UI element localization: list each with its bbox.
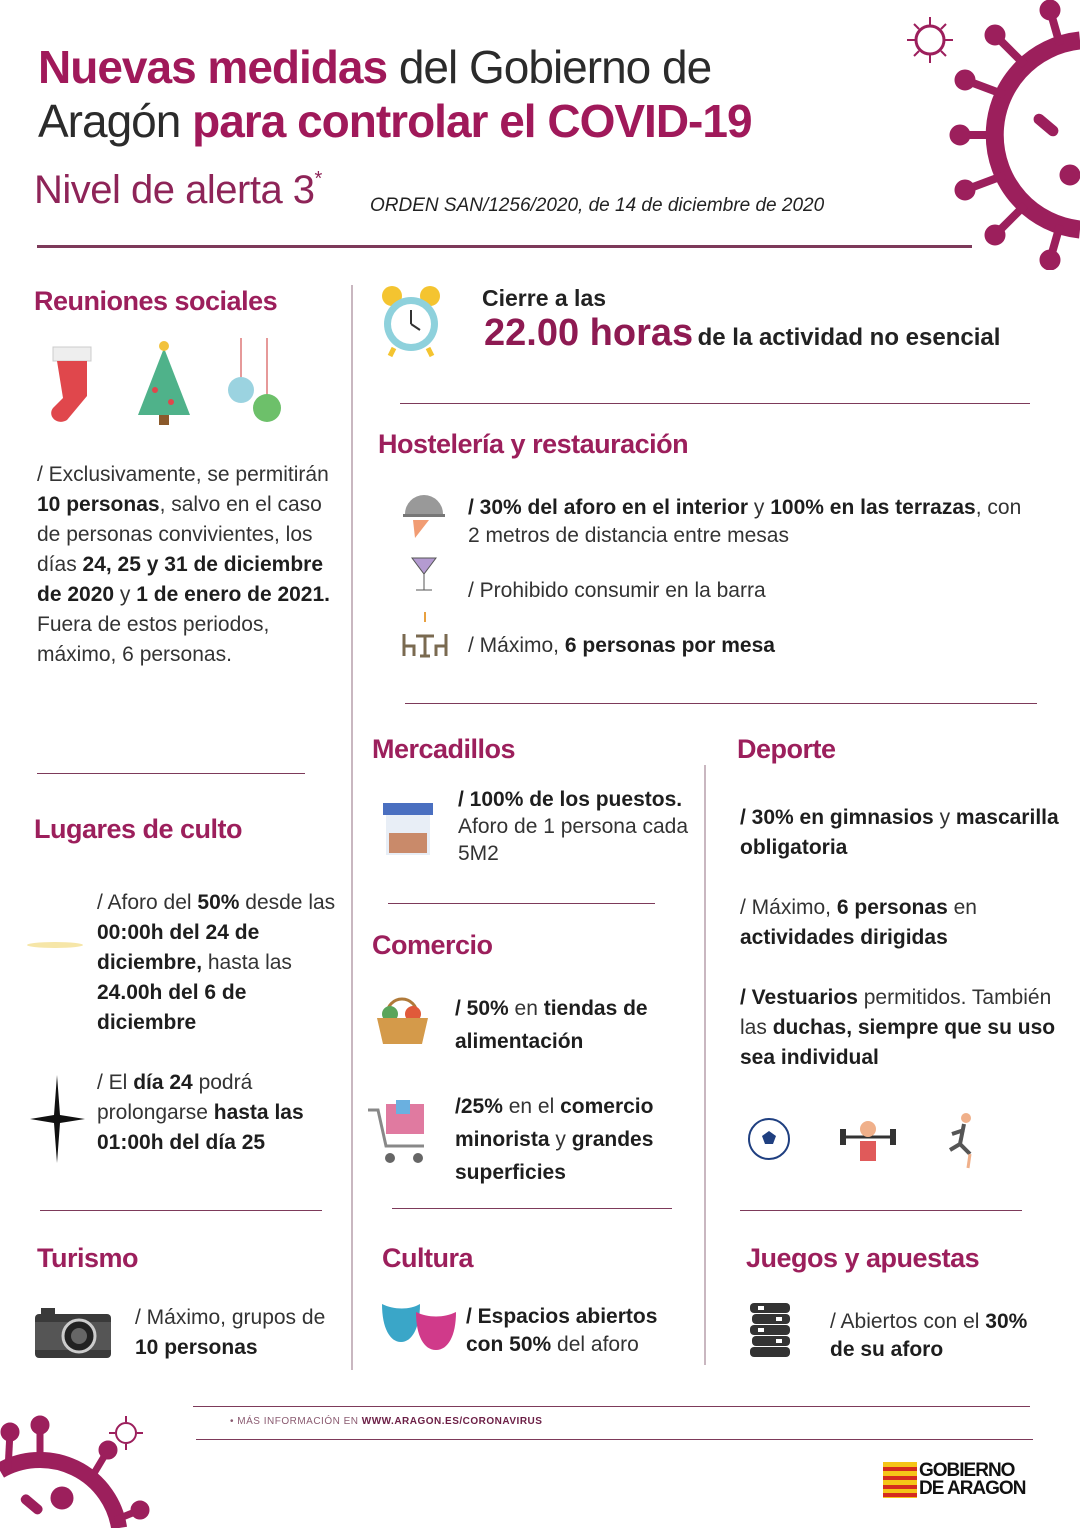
- bold-text-run: 10 personas: [37, 493, 160, 516]
- title-line-2: [38, 94, 938, 148]
- text-run: Aragón: [38, 95, 193, 147]
- light-glow-icon: [25, 925, 85, 965]
- runner-icon: [942, 1112, 982, 1170]
- divider: [740, 1210, 1022, 1211]
- text-run: / Prohibido consumir en la barra: [468, 579, 766, 602]
- bold-text-run: WWW.ARAGON.ES/CORONAVIRUS: [361, 1416, 543, 1427]
- text-run: / El: [97, 1071, 134, 1094]
- logo-line-1: GOBIERNO: [919, 1460, 1015, 1481]
- deporte-item-1: [740, 803, 1060, 863]
- bold-text-run: / 30% en gimnasios: [740, 806, 934, 829]
- bold-text-run: grandes superficies: [455, 1128, 654, 1184]
- text-run: en: [508, 997, 544, 1020]
- text-run: y: [549, 1128, 572, 1151]
- bold-text-run: 50%: [197, 891, 240, 914]
- bold-text-run: 6 personas por mesa: [564, 634, 775, 657]
- reuniones-text: [37, 460, 332, 670]
- bold-text-run: duchas, siempre que su uso sea individual: [740, 1016, 1056, 1069]
- text-run: / Aforo del: [97, 891, 198, 914]
- turismo-text: [135, 1303, 335, 1363]
- bold-text-run: hasta las 01:00h del día 25: [97, 1101, 304, 1154]
- small-virus-icon-bottom: [108, 1415, 144, 1451]
- alert-level: [34, 168, 322, 213]
- header-divider: [37, 245, 972, 248]
- section-heading-cultura: Cultura: [382, 1243, 473, 1273]
- theater-masks-icon: [380, 1300, 458, 1355]
- bold-text-run: / Vestuarios: [740, 986, 858, 1009]
- column-divider-right: [704, 765, 706, 1365]
- comercio-item-2: [455, 1090, 695, 1189]
- soccer-ball-icon: [747, 1117, 791, 1161]
- bold-text-run: / Espacios abiertos con 50%: [466, 1305, 658, 1356]
- text-run: del Gobierno de: [387, 41, 712, 93]
- text-run: , salvo en el caso de personas convivientes, los días: [37, 493, 322, 576]
- divider: [40, 1210, 322, 1211]
- bold-text-run: 6 personas: [836, 896, 948, 919]
- shopping-cart-icon: [368, 1100, 430, 1168]
- text-run: , con 2 metros de distancia entre mesas: [468, 496, 1022, 547]
- bold-text-run: comercio minorista: [455, 1095, 654, 1151]
- divider: [400, 403, 1030, 404]
- section-heading-turismo: Turismo: [37, 1243, 139, 1273]
- order-reference: ORDEN SAN/1256/2020, de 14 de diciembre de 2020: [370, 195, 825, 216]
- weightlifting-icon: [838, 1115, 898, 1165]
- section-heading-reuniones: Reuniones sociales: [34, 286, 278, 316]
- bold-text-run: 1 de enero de 2021.: [136, 583, 331, 606]
- comercio-item-1: [455, 992, 690, 1058]
- text-run: y: [114, 583, 137, 606]
- section-heading-culto: Lugares de culto: [34, 814, 243, 844]
- cocktail-glass-icon: [410, 550, 440, 598]
- bold-text-run: 00:00h del 24 de diciembre,: [97, 921, 260, 974]
- text-run: Aforo de 1 persona cada 5M2: [458, 815, 688, 865]
- text-run: desde las: [239, 891, 336, 914]
- bold-text-run: / 50%: [455, 997, 509, 1020]
- small-virus-icon: [905, 15, 955, 65]
- virus-icon: [940, 0, 1080, 270]
- table-chairs-icon: [400, 612, 450, 660]
- bold-text-run: 30% de su aforo: [830, 1310, 1028, 1361]
- deporte-item-2: [740, 893, 1060, 953]
- bold-text-run: día 24: [133, 1071, 193, 1094]
- text-run: del aforo: [551, 1333, 639, 1356]
- text-run: en el: [502, 1095, 561, 1118]
- divider: [37, 773, 305, 774]
- text-run: y: [933, 806, 956, 829]
- market-stall-icon: [383, 803, 433, 858]
- cierre-line2: [484, 312, 1000, 355]
- logo-line-2: DE ARAGON: [919, 1478, 1026, 1499]
- aragon-flag-icon: [883, 1462, 917, 1498]
- text-run: / Abiertos con el: [830, 1310, 986, 1333]
- culto-item-1: [97, 888, 347, 1038]
- christmas-stocking-icon: [45, 342, 100, 427]
- bold-text-run: 10 personas: [135, 1336, 258, 1359]
- bold-text-run: tiendas de alimentación: [455, 997, 648, 1053]
- section-heading-deporte: Deporte: [737, 734, 836, 764]
- asterisk: *: [314, 168, 322, 190]
- bold-text-run: 100% en las terrazas: [770, 496, 976, 519]
- bold-text-run: mascarilla obligatoria: [740, 806, 1059, 859]
- casino-chips-icon: [748, 1303, 793, 1358]
- mercadillos-text: [458, 786, 688, 867]
- culto-item-2: [97, 1068, 342, 1158]
- text-run: / Máximo, grupos de: [135, 1306, 326, 1329]
- text-run: • MÁS INFORMACIÓN EN: [230, 1416, 362, 1427]
- text-run: Fuera de estos periodos, máximo, 6 personas.: [37, 613, 270, 666]
- alert-level-text: Nivel de alerta 3: [34, 168, 315, 212]
- section-heading-mercadillos: Mercadillos: [372, 734, 516, 764]
- bold-text-run: 24.00h del 6 de diciembre: [97, 981, 247, 1034]
- main-title: [38, 40, 938, 148]
- bold-text-run: 24, 25 y 31 de diciembre de 2020: [37, 553, 324, 606]
- camera-icon: [35, 1308, 111, 1358]
- bold-text-run: para controlar el COVID-19: [192, 95, 752, 147]
- hosteleria-item: [468, 576, 1028, 606]
- cierre-line1: Cierre a las: [482, 285, 607, 311]
- bold-text-run: / 30% del aforo en el interior: [468, 496, 749, 519]
- christmas-ornaments-icon: [225, 338, 285, 428]
- footer-divider-bottom: [196, 1439, 1033, 1440]
- divider: [405, 703, 1037, 704]
- title-line-1: [38, 40, 938, 94]
- text-run: / Máximo,: [468, 634, 565, 657]
- serving-cloche-icon: [403, 492, 445, 540]
- hosteleria-item: [468, 494, 1038, 550]
- closing-hours: 22.00 horas: [484, 312, 694, 354]
- text-run: hasta las: [202, 951, 292, 974]
- text-run: / Exclusivamente, se permitirán: [37, 463, 329, 486]
- more-info-link[interactable]: [230, 1416, 542, 1427]
- bold-text-run: / 100% de los puestos.: [458, 788, 683, 811]
- hosteleria-item: [468, 631, 1028, 661]
- deporte-item-3: [740, 983, 1060, 1073]
- divider: [388, 903, 655, 904]
- bold-text-run: Nuevas medidas: [38, 41, 388, 93]
- gobierno-aragon-logo: [883, 1462, 1025, 1498]
- grocery-basket-icon: [375, 992, 430, 1047]
- cultura-text: [466, 1303, 696, 1359]
- text-run: permitidos. También las: [740, 986, 1052, 1039]
- section-heading-comercio: Comercio: [372, 930, 493, 960]
- text-run: en: [947, 896, 977, 919]
- section-heading-hosteleria: Hostelería y restauración: [378, 429, 689, 459]
- bold-text-run: /25%: [455, 1095, 503, 1118]
- column-divider-left: [351, 285, 353, 1370]
- text-run: / Máximo,: [740, 896, 837, 919]
- bold-text-run: actividades dirigidas: [740, 926, 948, 949]
- section-heading-juegos: Juegos y apuestas: [746, 1243, 980, 1273]
- cierre-rest: de la actividad no esencial: [697, 324, 1001, 351]
- text-run: y: [748, 496, 771, 519]
- footer-divider-top: [193, 1406, 1030, 1407]
- alarm-clock-icon: [380, 284, 442, 359]
- christmas-tree-icon: [135, 340, 193, 428]
- juegos-text: [830, 1308, 1050, 1364]
- star-sparkle-icon: [30, 1075, 85, 1163]
- text-run: podrá prolongarse: [97, 1071, 253, 1124]
- divider: [392, 1208, 672, 1209]
